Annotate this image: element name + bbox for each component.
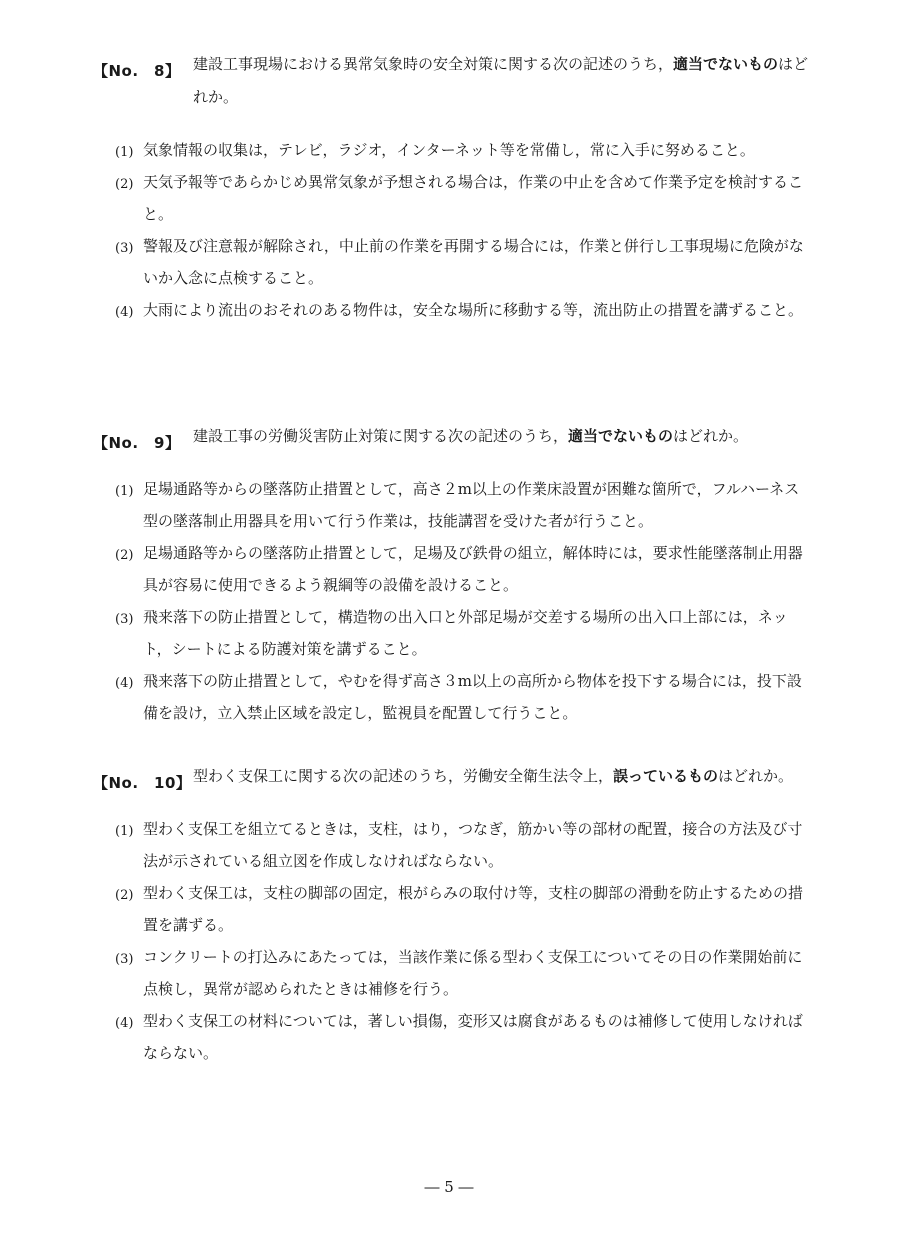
answer-option[interactable] xyxy=(93,877,813,941)
option-label: (4) xyxy=(115,1016,134,1031)
option-text: 型わく支保工の材料については，著しい損傷，変形又は腐食があるものは補修して使用しなければならない。 xyxy=(143,1012,803,1062)
question-text xyxy=(193,48,813,114)
option-label: (4) xyxy=(115,676,134,691)
option-text: 型わく支保工を組立てるときは，支柱，はり，つなぎ，筋かい等の部材の配置，接合の方法及び寸法が示されている組立図を作成しなければならない。 xyxy=(143,820,803,870)
answer-options xyxy=(93,473,813,729)
question-number: 【No. 10】 xyxy=(93,774,192,792)
answer-option[interactable] xyxy=(93,537,813,601)
option-text: 天気予報等であらかじめ異常気象が予想される場合は，作業の中止を含めて作業予定を検討すること。 xyxy=(143,173,804,223)
question-text-emphasis: 適当でないもの xyxy=(673,55,779,73)
answer-option[interactable] xyxy=(93,601,813,665)
option-text: 足場通路等からの墜落防止措置として，高さ２m以上の作業床設置が困難な箇所で，フルハーネス型の墜落制止用器具を用いて行う作業は，技能講習を受けた者が行うこと。 xyxy=(143,480,800,530)
question-text-post: はどれか。 xyxy=(673,427,749,445)
question-header xyxy=(93,420,813,453)
answer-option[interactable] xyxy=(93,230,813,294)
question-text-emphasis: 適当でないもの xyxy=(568,427,674,445)
question-text-post: はどれか。 xyxy=(718,767,794,785)
question-8 xyxy=(93,48,813,326)
answer-option[interactable] xyxy=(93,134,813,166)
answer-option[interactable] xyxy=(93,941,813,1005)
answer-option[interactable] xyxy=(93,813,813,877)
option-text: 警報及び注意報が解除され，中止前の作業を再開する場合には，作業と併行し工事現場に危険がないか入念に点検すること。 xyxy=(143,237,804,287)
answer-option[interactable] xyxy=(93,294,813,326)
option-label: (2) xyxy=(115,177,134,192)
question-text-pre: 建設工事の労働災害防止対策に関する次の記述のうち， xyxy=(193,427,569,445)
option-text: 飛来落下の防止措置として，構造物の出入口と外部足場が交差する場所の出入口上部には，ネット，シートによる防護対策を講ずること。 xyxy=(143,608,788,658)
option-label: (2) xyxy=(115,548,134,563)
question-text-pre: 建設工事現場における異常気象時の安全対策に関する次の記述のうち， xyxy=(193,55,674,73)
answer-options xyxy=(93,813,813,1069)
answer-options xyxy=(93,134,813,326)
answer-option[interactable] xyxy=(93,166,813,230)
answer-option[interactable] xyxy=(93,1005,813,1069)
question-10 xyxy=(93,760,813,1069)
question-text xyxy=(193,420,813,453)
question-text-pre: 型わく支保工に関する次の記述のうち，労働安全衛生法令上， xyxy=(193,767,614,785)
option-label: (3) xyxy=(115,612,134,627)
option-label: (1) xyxy=(115,145,134,160)
option-text: コンクリートの打込みにあたっては，当該作業に係る型わく支保工についてその日の作業開始前に点検し，異常が認められたときは補修を行う。 xyxy=(143,948,803,998)
option-text: 気象情報の収集は，テレビ，ラジオ，インターネット等を常備し，常に入手に努めること。 xyxy=(143,141,755,159)
answer-option[interactable] xyxy=(93,665,813,729)
question-header xyxy=(93,48,813,114)
option-label: (3) xyxy=(115,952,134,967)
option-label: (1) xyxy=(115,484,134,499)
option-text: 大雨により流出のおそれのある物件は，安全な場所に移動する等，流出防止の措置を講ずること。 xyxy=(143,301,804,319)
question-9 xyxy=(93,420,813,729)
option-label: (3) xyxy=(115,241,134,256)
option-text: 型わく支保工は，支柱の脚部の固定，根がらみの取付け等，支柱の脚部の滑動を防止するための措置を講ずる。 xyxy=(143,884,804,934)
option-text: 足場通路等からの墜落防止措置として，足場及び鉄骨の組立，解体時には，要求性能墜落制止用器具が容易に使用できるよう親綱等の設備を設けること。 xyxy=(143,544,803,594)
answer-option[interactable] xyxy=(93,473,813,537)
question-text-emphasis: 誤っているもの xyxy=(613,767,719,785)
question-text-post: はどれか。 xyxy=(193,55,809,106)
page-number: ― 5 ― xyxy=(424,1178,474,1196)
option-text: 飛来落下の防止措置として，やむを得ず高さ３m以上の高所から物体を投下する場合には，投下設備を設け，立入禁止区域を設定し，監視員を配置して行うこと。 xyxy=(143,672,802,722)
option-label: (2) xyxy=(115,888,134,903)
question-text xyxy=(193,760,813,793)
question-number: 【No. 8】 xyxy=(93,62,181,80)
option-label: (1) xyxy=(115,824,134,839)
option-label: (4) xyxy=(115,305,134,320)
question-header xyxy=(93,760,813,793)
question-number: 【No. 9】 xyxy=(93,434,181,452)
